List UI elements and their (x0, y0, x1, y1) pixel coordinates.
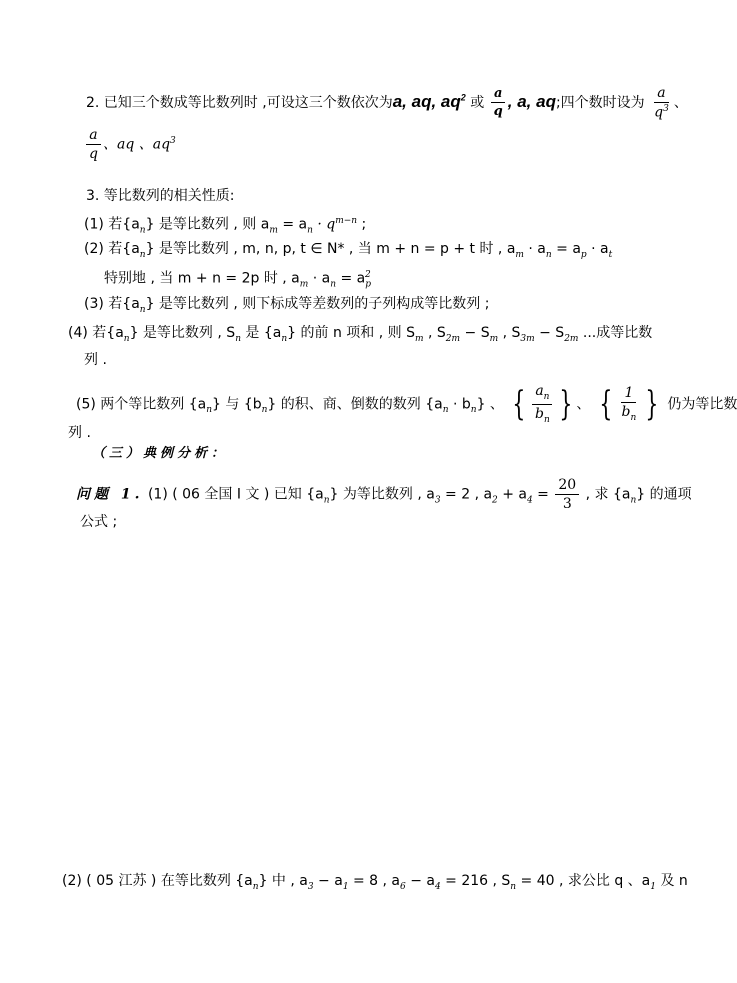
s2-pair: , a, aq (507, 91, 556, 111)
s3-property-2: (2) 若$\{a_n\}$ 是等比数列 , m, n, p, t ∈ N* , 当 m + n = p + t 时 , $a_m \cdot a_n = a_p \cdot a_t$ (84, 241, 613, 260)
s2-triple: a, aq, $aq^2$ (392, 91, 466, 111)
s3-property-5: (5) 两个等比数列 $\{a_n\}$ 与 $\{b_n\}$ 的积、商、倒数的数列 $\{a_n \cdot b_n\}$ 、 { $\frac{a_n}{b_n}$ } 、 { $\frac{1}{b_n}$ } 仍为等比数 (76, 383, 737, 425)
s2-line2: $\frac{a}{q}$ 、aq 、$aq^3$ (84, 128, 176, 161)
question-1-label: 问题 1. (76, 486, 144, 503)
question-1-frac-20-3: $\frac{20}{3}$ (555, 478, 579, 511)
s3-title: 3. 等比数列的相关性质: (86, 188, 235, 204)
s3-property-4: (4) 若$\{a_n\}$ 是等比数列 , $S_n$ 是 $\{a_n\}$ 的前 n 项和 , 则 $S_m$ , $S_{2m} - S_m$ , $S_{3m} - S_{2m}$ ...成等比数 (68, 325, 653, 344)
s3-property-4-end: 列 . (84, 352, 107, 368)
s2-or: 或 (470, 94, 485, 111)
question-1-part-1: 问题 1. (1) ( 06 全国 I 文 ) 已知 $\{a_n\}$ 为等比数列 , $a_3 = 2$ , $a_2 + a_4$ = $\frac{20}{3}$ , 求 $\{a_n\}$ 的通项 (76, 477, 692, 512)
s3-frac-1-over-bn: $\frac{1}{b_n}$ (621, 384, 637, 423)
s2-text-a: 2. 已知三个数成等比数列时 ,可设这三个数依次为 (86, 94, 393, 111)
question-1-part-1-end: 公式 ; (80, 514, 118, 530)
s2-frac-a-over-q-2: $\frac{a}{q}$ (86, 128, 101, 161)
s3-frac-an-over-bn: $\frac{a_n}{b_n}$ (532, 384, 553, 425)
s2-frac-a-over-q: $\frac{a}{q}$ (491, 87, 506, 118)
s3-property-3: (3) 若$\{a_n\}$ 是等比数列 , 则下标成等差数列的子列构成等比数列 ; (84, 296, 490, 315)
s3-property-1: (1) 若$\{a_n\}$ 是等比数列 , 则 $a_m = a_n \cdot q^{m-n}$ ; (84, 216, 367, 236)
s3-property-2-special: 特别地 , 当 m + n = 2p 时 , $a_m \cdot a_n = a_p^2$ (104, 270, 372, 290)
s2-aq-terms: 、aq 、aq (102, 136, 171, 153)
s2-text-b: ;四个数时设为 (555, 94, 645, 111)
s2-frac-a-over-q3: $\frac{a}{q^3}$ (654, 85, 669, 121)
question-1-part-2: (2) ( 05 江苏 ) 在等比数列 $\{a_n\}$ 中 , $a_3 - a_1 = 8$ , $a_6 - a_4 = 216$ , $S_n = 40$ , 求公比 q 、$a_1$ 及 n (62, 873, 688, 892)
s2-line1: 2. 已知三个数成等比数列时 ,可设这三个数依次为a, aq, $aq^2$ 或 $\frac{a}{q}$ , a, aq;四个数时设为 $\frac{a}{q^3}$ 、 (86, 85, 688, 121)
s3-property-5-end: 列 . (68, 425, 91, 441)
section-heading: （三）典例分析： (92, 446, 229, 461)
